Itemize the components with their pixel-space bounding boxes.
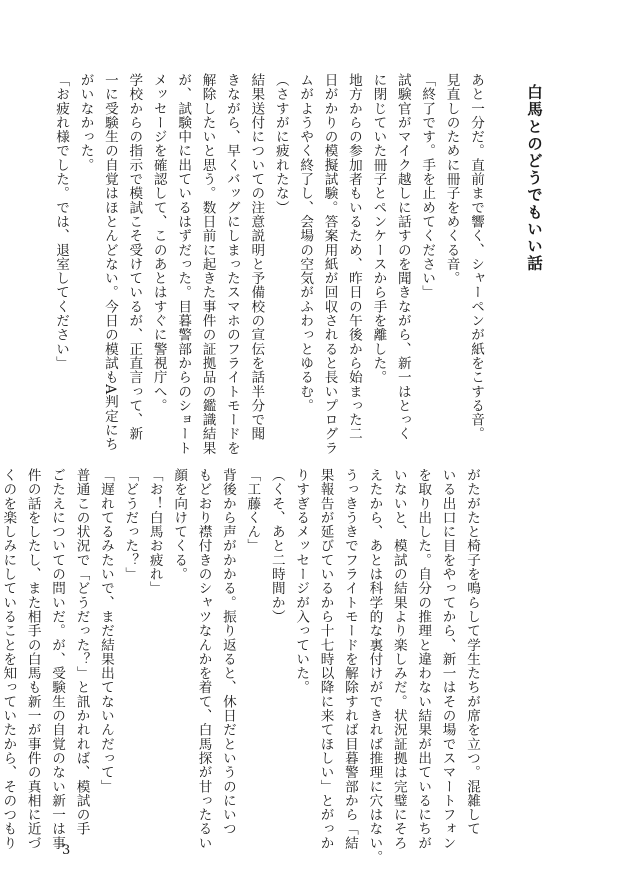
text-line: 「工藤くん」 xyxy=(244,468,261,553)
text-line: がたがたと椅子を鳴らして学生たちが席を立つ。混雑して xyxy=(464,468,480,836)
text-line: 顔を向けてくる。 xyxy=(171,468,188,582)
text-line: を取り出した。自分の推理と違わない結果が出ているにちが xyxy=(415,468,432,851)
text-block-top xyxy=(49,73,488,456)
story-title: 白馬とのどうでもいい話 xyxy=(525,84,544,273)
text-line: が、試験中に出ているはずだった。目暮警部からのショート xyxy=(175,73,192,456)
text-line: 「遅れてるみたいで、まだ結果出てないんだって」 xyxy=(97,468,114,794)
text-line: 果報告が延びているから十七時以降に来てほしい」とがっか xyxy=(317,468,334,851)
text-line: 地方からの参加者もいるため、昨日の午後から始まった二 xyxy=(345,73,362,441)
text-line: りすぎるメッセージが入っていた。 xyxy=(293,468,310,695)
text-block-bottom xyxy=(0,468,484,865)
text-line: 「お！白馬お疲れ」 xyxy=(146,468,163,596)
text-line: 結果送付についての注意説明と予備校の宣伝を話半分で聞 xyxy=(248,73,265,441)
text-line: （さすがに疲れたな） xyxy=(272,73,289,215)
text-line: もどおり襟付きのシャツなんかを着て、白馬探が甘ったるい xyxy=(195,468,212,851)
text-line: 背後から声がかかる。振り返ると、休日だというのにいつ xyxy=(219,468,236,836)
text-line: 「終了です。手を止めてください」 xyxy=(419,73,436,300)
text-line: あと一分だ。直前まで響く、シャーペンが紙をこする音。 xyxy=(468,73,484,441)
text-line: 「お疲れ様でした。では、退室してください」 xyxy=(53,73,70,371)
page-number: 3 xyxy=(62,843,71,858)
text-line: 日がかりの模擬試験。答案用紙が回収されると長いプログラ xyxy=(321,73,338,456)
text-line: がいなかった。 xyxy=(77,73,94,173)
text-line: いる出口に目をやってから、新一はその場でスマートフォン xyxy=(439,468,456,851)
text-line: くのを楽しみにしていることを知っていたから、そのつもり xyxy=(0,468,17,851)
text-line: きながら、早くバッグにしまったスマホのフライトモードを xyxy=(223,73,240,456)
text-line: 学校からの指示で模試こそ受けているが、正直言って、新 xyxy=(126,73,143,441)
text-line: メッセージを確認して、このあとはすぐに警視庁へ。 xyxy=(150,73,167,413)
text-line: 試験官がマイク越しに話すのを聞きながら、新一はとっく xyxy=(394,73,411,441)
text-line: 解除したいと思う。数日前に起きた事件の証拠品の鑑識結果 xyxy=(199,73,216,456)
text-line: 「どうだった？」 xyxy=(122,468,139,582)
text-line: 普通この状況で「どうだった？」と訊かれれば、模試の手 xyxy=(73,468,90,836)
text-line: 見直しのために冊子をめくる音。 xyxy=(443,73,460,286)
text-line: （くそ、あと二時間か） xyxy=(268,468,285,624)
text-line: ごたえについての問いだ。が、受験生の自覚のない新一は事 xyxy=(49,468,66,851)
text-line: えたから、あとは科学的な裏付けができれば推理に穴はない。 xyxy=(366,468,383,865)
text-line: 件の話をしたし、また相手の白馬も新一が事件の真相に近づ xyxy=(24,468,41,851)
text-line: いないと、模試の結果より楽しみだ。状況証拠は完璧にそろ xyxy=(390,468,407,851)
text-line: うっきうきでフライトモードを解除すれば目暮警部から「結 xyxy=(341,468,358,851)
text-line: に閉じていた冊子とペンケースから手を離した。 xyxy=(370,73,387,385)
text-line: 一に受験生の自覚はほとんどない。今日の模試もA判定にち xyxy=(101,73,118,452)
text-line: ムがようやく終了し、会場の空気がふわっとゆるむ。 xyxy=(297,73,314,413)
